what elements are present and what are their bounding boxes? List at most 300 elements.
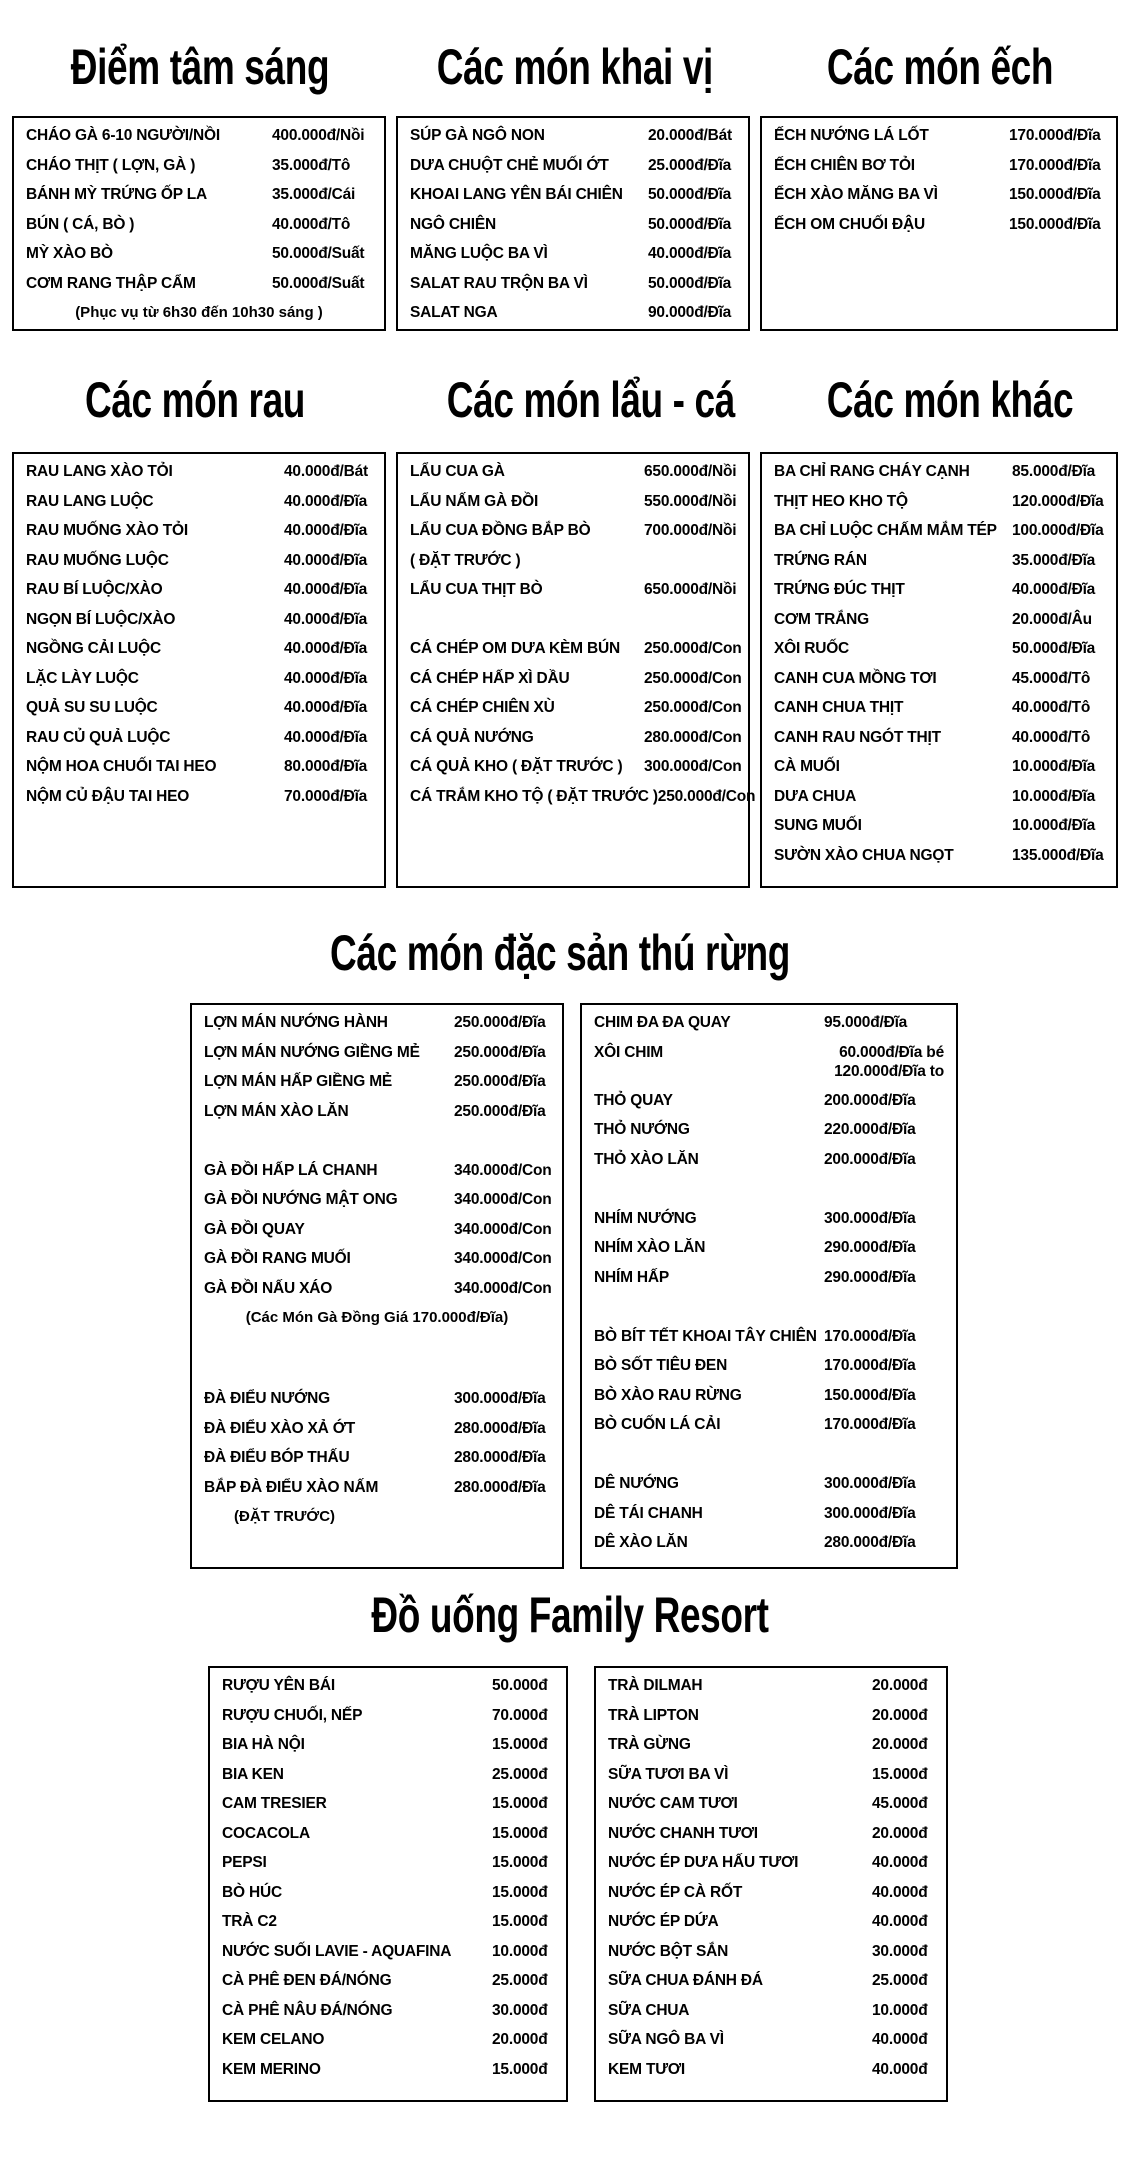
menu-item-name: LẶC LÀY LUỘC	[26, 669, 139, 687]
menu-item-name: THỎ NƯỚNG	[594, 1121, 690, 1138]
menu-item	[774, 610, 1104, 640]
menu-item-name: NGỒNG CẢI LUỘC	[26, 640, 161, 657]
menu-item-price: 50.000đ	[492, 1677, 548, 1694]
menu-item	[608, 2060, 934, 2090]
menu-item-name: SƯỜN XÀO CHUA NGỌT	[774, 846, 954, 864]
menu-item-price: 40.000đ/Đĩa	[284, 492, 368, 510]
menu-item-price: 20.000đ	[872, 1677, 928, 1694]
menu-item-price: 40.000đ/Đĩa	[1012, 581, 1096, 598]
menu-item	[204, 1072, 550, 1102]
heading-rau: Các món rau	[84, 372, 306, 428]
menu-item-price: 25.000đ	[872, 1972, 928, 1989]
menu-item-name: SỮA CHUA ĐÁNH ĐÁ	[608, 1972, 763, 1989]
box-lau-ca	[396, 452, 756, 888]
menu-item-name: RƯỢU YÊN BÁI	[222, 1677, 335, 1694]
menu-item-price: 220.000đ/Đĩa	[824, 1121, 916, 1138]
menu-item	[222, 1883, 554, 1913]
menu-item-price: 20.000đ	[872, 1824, 928, 1842]
menu-item-price: 15.000đ	[872, 1765, 928, 1783]
menu-item	[608, 1735, 934, 1765]
menu-item	[774, 156, 1104, 186]
menu-item-name: CƠM RANG THẬP CẨM	[26, 274, 196, 292]
menu-item	[410, 215, 736, 245]
menu-item	[222, 2001, 554, 2031]
menu-item-name: GÀ ĐỒI NƯỚNG MẬT ONG	[204, 1191, 398, 1208]
menu-item-price: 10.000đ/Đĩa	[1012, 787, 1096, 805]
menu-item	[204, 1043, 550, 1073]
menu-item	[608, 1883, 934, 1913]
menu-item	[774, 728, 1104, 758]
menu-item-price: 40.000đ	[872, 1883, 928, 1901]
menu-item-name: SỮA CHUA	[608, 2001, 690, 2019]
menu-item-name: RAU BÍ LUỘC/XÀO	[26, 581, 163, 598]
menu-item-price: 250.000đ/Đĩa	[454, 1073, 546, 1090]
menu-item-name: RAU MUỐNG XÀO TỎI	[26, 522, 188, 539]
menu-item	[774, 126, 1104, 156]
menu-item	[26, 462, 372, 492]
menu-item-name: SALAT NGA	[410, 304, 498, 321]
menu-item-name: GÀ ĐỒI RANG MUỐI	[204, 1250, 351, 1267]
menu-item	[774, 846, 1104, 876]
menu-item-name: DÊ NƯỚNG	[594, 1475, 679, 1492]
menu-item-name: TRÀ LIPTON	[608, 1706, 699, 1724]
menu-item-name: RƯỢU CHUỐI, NẾP	[222, 1706, 363, 1724]
menu-item-name: ẾCH OM CHUỐI ĐẬU	[774, 215, 925, 233]
menu-item	[204, 1279, 550, 1309]
menu-item-price: 25.000đ	[492, 1972, 548, 1989]
menu-item-name: CƠM TRẮNG	[774, 610, 869, 628]
menu-item-name: XÔI RUỐC	[774, 640, 850, 657]
menu-item-price: 40.000đ/Đĩa	[284, 640, 368, 657]
menu-item-price: 40.000đ/Tô	[1012, 728, 1091, 746]
menu-item	[410, 610, 736, 640]
menu-item-name: NƯỚC ÉP CÀ RỐT	[608, 1883, 743, 1901]
menu-item-price: 250.000đ/Con	[644, 640, 742, 657]
menu-item	[774, 551, 1104, 581]
menu-item	[222, 1912, 554, 1942]
menu-item	[774, 521, 1104, 551]
menu-item-price: 50.000đ/Đĩa	[648, 186, 732, 203]
menu-item	[204, 1190, 550, 1220]
menu-item-name: BA CHỈ LUỘC CHẤM MẮM TÉP	[774, 522, 997, 539]
menu-item	[410, 492, 736, 522]
menu-item-name: THỊT HEO KHO TỘ	[774, 492, 908, 510]
menu-item-price: 250.000đ/Con	[644, 699, 742, 716]
menu-item-price: 300.000đ/Đĩa	[824, 1475, 916, 1492]
breakfast-hours-note: (Phục vụ từ 6h30 đến 10h30 sáng )	[75, 304, 323, 321]
menu-item-price: 340.000đ/Con	[454, 1161, 552, 1179]
menu-item-price: 20.000đ	[872, 1736, 928, 1753]
menu-item	[26, 156, 372, 186]
menu-item	[594, 1013, 944, 1043]
menu-item-price: 70.000đ	[492, 1706, 548, 1724]
menu-item	[774, 492, 1104, 522]
menu-item-name: CAM TRESIER	[222, 1795, 327, 1812]
menu-item	[594, 1474, 944, 1504]
menu-item-price: 700.000đ/Nồi	[644, 522, 737, 539]
menu-item	[410, 274, 736, 304]
menu-item	[222, 2030, 554, 2060]
menu-item	[222, 2060, 554, 2090]
menu-item	[26, 521, 372, 551]
heading-do-uong: Đồ uống Family Resort	[371, 1587, 769, 1643]
menu-item	[26, 551, 372, 581]
menu-item-price: 250.000đ/Đĩa	[454, 1043, 546, 1061]
menu-item-price: 40.000đ/Tô	[272, 215, 351, 233]
menu-item-price: 150.000đ/Đĩa	[1009, 215, 1101, 233]
menu-item-name: TRÀ GỪNG	[608, 1736, 691, 1753]
menu-item-name: DƯA CHUỘT CHẺ MUỐI ỚT	[410, 156, 609, 174]
menu-item-price: 45.000đ	[872, 1795, 928, 1812]
menu-item	[26, 698, 372, 728]
menu-item-price: 50.000đ/Suất	[272, 274, 365, 292]
menu-item-price: 25.000đ/Đĩa	[648, 156, 732, 174]
menu-item	[204, 1161, 550, 1191]
menu-item-price: 20.000đ	[492, 2031, 548, 2048]
menu-item	[204, 1249, 550, 1279]
menu-item	[594, 1120, 944, 1150]
menu-item-price: 170.000đ/Đĩa	[824, 1416, 916, 1433]
menu-item-name: BIA HÀ NỘI	[222, 1736, 305, 1753]
menu-item-name: BÚN ( CÁ, BÒ )	[26, 215, 135, 233]
menu-item-price-option: 120.000đ/Đĩa to	[834, 1062, 944, 1080]
menu-item-name: MỲ XÀO BÒ	[26, 245, 113, 262]
menu-item	[26, 215, 372, 245]
menu-item-name: LẨU CUA ĐỒNG BẮP BÒ	[410, 522, 591, 539]
menu-item	[26, 728, 372, 758]
menu-item	[594, 1445, 944, 1475]
menu-item-price: 550.000đ/Nồi	[644, 492, 737, 510]
menu-item-name: NGỌN BÍ LUỘC/XÀO	[26, 610, 176, 628]
menu-item-price: 150.000đ/Đĩa	[824, 1386, 916, 1404]
menu-item	[594, 1043, 944, 1091]
menu-item-name: LỢN MÁN XÀO LĂN	[204, 1102, 349, 1120]
menu-item-price: 135.000đ/Đĩa	[1012, 846, 1104, 864]
menu-item-price: 280.000đ/Con	[644, 728, 742, 746]
menu-item	[204, 1419, 550, 1449]
menu-item-name: CANH RAU NGÓT THỊT	[774, 728, 941, 746]
menu-item-name: NƯỚC BỘT SẮN	[608, 1942, 729, 1960]
menu-item-price: 650.000đ/Nồi	[644, 463, 737, 480]
menu-item-name: LẨU CUA THỊT BÒ	[410, 581, 543, 598]
menu-item	[26, 580, 372, 610]
menu-item	[204, 1013, 550, 1043]
menu-item	[774, 462, 1104, 492]
menu-item-name: ẾCH NƯỚNG LÁ LỐT	[774, 127, 929, 144]
menu-item-name: ĐÀ ĐIỂU NƯỚNG	[204, 1390, 330, 1407]
menu-item	[410, 521, 736, 551]
menu-item	[222, 1676, 554, 1706]
menu-item	[608, 1912, 934, 1942]
menu-item	[594, 1268, 944, 1298]
menu-item	[410, 757, 742, 787]
menu-item-name: BÒ HÚC	[222, 1883, 282, 1901]
menu-item-price: 40.000đ/Tô	[1012, 699, 1091, 716]
menu-item-name: CÁ QUẢ NƯỚNG	[410, 728, 534, 746]
menu-item-price: 340.000đ/Con	[454, 1191, 552, 1208]
menu-item-name: SỮA TƯƠI BA VÌ	[608, 1765, 729, 1783]
menu-item	[26, 610, 372, 640]
menu-item-price: 40.000đ	[872, 2060, 928, 2078]
menu-item-name: TRÀ C2	[222, 1913, 277, 1930]
menu-item-price: 40.000đ/Đĩa	[284, 669, 368, 687]
spacer	[204, 1328, 550, 1389]
menu-item-price: 300.000đ/Con	[644, 758, 742, 775]
menu-item	[410, 551, 736, 581]
box-do-uong-left	[208, 1666, 568, 2102]
menu-item-name: RAU LANG XÀO TỎI	[26, 463, 173, 480]
menu-item	[26, 244, 372, 274]
menu-item-name: MĂNG LUỘC BA VÌ	[410, 245, 548, 262]
heading-diem-tam: Điểm tâm sáng	[70, 39, 330, 95]
menu-item-name: BIA KEN	[222, 1765, 284, 1783]
menu-item-name: NƯỚC SUỐI LAVIE - AQUAFINA	[222, 1942, 452, 1960]
menu-item-name: SỮA NGÔ BA VÌ	[608, 2031, 724, 2048]
menu-item-price: 340.000đ/Con	[454, 1279, 552, 1297]
menu-item-name: DÊ TÁI CHANH	[594, 1504, 703, 1522]
menu-item-price: 40.000đ	[872, 1913, 928, 1930]
heading-ech: Các món ếch	[826, 39, 1054, 95]
menu-item-name: CANH CUA MỒNG TƠI	[774, 669, 937, 687]
menu-item-name: SÚP GÀ NGÔ NON	[410, 127, 545, 144]
menu-item-name: ( ĐẶT TRƯỚC )	[410, 551, 521, 569]
menu-item	[204, 1448, 550, 1478]
menu-item-price: 20.000đ/Âu	[1012, 610, 1092, 628]
menu-item-price: 15.000đ	[492, 1795, 548, 1812]
menu-item-price: 280.000đ/Đĩa	[824, 1534, 916, 1551]
menu-item-price: 20.000đ	[872, 1706, 928, 1724]
menu-item-name: PEPSI	[222, 1854, 267, 1871]
menu-item-price-option: 60.000đ/Đĩa bé	[839, 1043, 944, 1061]
menu-item-price: 40.000đ/Đĩa	[284, 581, 368, 598]
menu-item	[26, 787, 372, 817]
menu-item-name: CÀ MUỐI	[774, 758, 840, 775]
menu-item	[204, 1220, 550, 1250]
menu-item-price: 100.000đ/Đĩa	[1012, 522, 1104, 539]
menu-item-price: 50.000đ/Suất	[272, 245, 365, 262]
menu-item-price: 340.000đ/Con	[454, 1220, 552, 1238]
menu-item-name: GÀ ĐỒI NẤU XÁO	[204, 1279, 333, 1297]
menu-item	[594, 1150, 944, 1180]
menu-item-price: 95.000đ/Đĩa	[824, 1014, 908, 1031]
menu-item-price: 40.000đ/Bát	[284, 463, 368, 480]
menu-item	[594, 1209, 944, 1239]
menu-item	[26, 669, 372, 699]
menu-item-price: 200.000đ/Đĩa	[824, 1091, 916, 1109]
menu-item-price: 40.000đ	[872, 2031, 928, 2048]
menu-item	[594, 1327, 944, 1357]
menu-item	[26, 757, 372, 787]
chicken-price-note: (Các Món Gà Đồng Giá 170.000đ/Đĩa)	[245, 1309, 509, 1326]
menu-item-price: 280.000đ/Đĩa	[454, 1478, 546, 1496]
menu-item-name: BÒ CUỐN LÁ CẢI	[594, 1416, 721, 1433]
menu-item-name: NHÍM NƯỚNG	[594, 1209, 697, 1227]
menu-item-price: 340.000đ/Con	[454, 1250, 552, 1267]
menu-item-price: 200.000đ/Đĩa	[824, 1150, 916, 1168]
menu-item-name: ĐÀ ĐIỂU BÓP THẤU	[204, 1449, 350, 1466]
menu-item-name: CHÁO GÀ 6-10 NGƯỜI/NỒI	[26, 127, 220, 144]
menu-item	[774, 816, 1104, 846]
menu-item-price: 30.000đ	[492, 2001, 548, 2019]
menu-item-price: 80.000đ/Đĩa	[284, 758, 368, 775]
menu-item-name: GÀ ĐỒI HẤP LÁ CHANH	[204, 1161, 378, 1179]
box-khac	[760, 452, 1118, 888]
menu-item-name: KEM MERINO	[222, 2060, 321, 2078]
menu-item	[594, 1356, 944, 1386]
menu-item	[222, 1853, 554, 1883]
menu-item-price: 650.000đ/Nồi	[644, 581, 737, 598]
menu-item-name: RAU CỦ QUẢ LUỘC	[26, 728, 171, 746]
menu-item-price: 25.000đ	[492, 1765, 548, 1783]
menu-item-price: 40.000đ/Đĩa	[648, 245, 732, 262]
menu-item-price: 15.000đ	[492, 1854, 548, 1871]
menu-item-name: KEM TƯƠI	[608, 2060, 686, 2078]
menu-item-price: 170.000đ/Đĩa	[1009, 156, 1101, 174]
menu-item	[608, 1765, 934, 1795]
menu-item-name: SUNG MUỐI	[774, 817, 862, 834]
menu-item-name: TRÀ DILMAH	[608, 1677, 703, 1694]
menu-item-price: 300.000đ/Đĩa	[824, 1209, 916, 1227]
menu-item	[594, 1238, 944, 1268]
menu-item-name: CÁ CHÉP CHIÊN XÙ	[410, 699, 555, 716]
menu-item-price	[824, 1043, 944, 1081]
menu-item	[222, 1971, 554, 2001]
menu-item-name: CÁ TRẮM KHO TỘ ( ĐẶT TRƯỚC )	[410, 787, 658, 805]
menu-item-name: CÀ PHÊ NÂU ĐÁ/NÓNG	[222, 2001, 393, 2019]
heading-khai-vi: Các món khai vị	[436, 39, 713, 95]
menu-item-name: DƯA CHUA	[774, 787, 857, 805]
menu-item	[774, 757, 1104, 787]
heading-khac: Các món khác	[826, 372, 1074, 428]
menu-item-price: 280.000đ/Đĩa	[454, 1419, 546, 1437]
menu-item	[594, 1297, 944, 1327]
menu-item-price: 250.000đ/Đĩa	[454, 1102, 546, 1120]
menu-item	[594, 1386, 944, 1416]
menu-item	[594, 1179, 944, 1209]
menu-item	[774, 669, 1104, 699]
box-thu-rung-left	[190, 1003, 564, 1569]
menu-item-name: LẨU CUA GÀ	[410, 463, 505, 480]
menu-item-price: 170.000đ/Đĩa	[824, 1327, 916, 1345]
box-thu-rung-right	[580, 1003, 958, 1569]
menu-item-price: 170.000đ/Đĩa	[824, 1357, 916, 1374]
menu-item-name: BÒ XÀO RAU RỪNG	[594, 1386, 742, 1404]
menu-item-name: RAU LANG LUỘC	[26, 492, 154, 510]
menu-item-name: DÊ XÀO LĂN	[594, 1534, 688, 1551]
menu-item	[410, 728, 742, 758]
menu-item-price: 35.000đ/Cái	[272, 186, 356, 203]
menu-item-name: ẾCH CHIÊN BƠ TỎI	[774, 156, 915, 174]
menu-item-price: 40.000đ/Đĩa	[284, 610, 368, 628]
menu-item-name: CÁ CHÉP OM DƯA KÈM BÚN	[410, 640, 620, 657]
menu-item	[222, 1735, 554, 1765]
menu-item	[774, 185, 1104, 215]
menu-item	[774, 639, 1104, 669]
menu-item	[608, 1706, 934, 1736]
menu-item	[594, 1415, 944, 1445]
menu-item	[222, 1794, 554, 1824]
menu-item-name: NỘM CỦ ĐẬU TAI HEO	[26, 787, 190, 805]
menu-item	[26, 639, 372, 669]
menu-item-price: 40.000đ	[872, 1854, 928, 1871]
menu-item	[410, 244, 736, 274]
menu-item	[410, 580, 736, 610]
menu-item	[26, 492, 372, 522]
menu-item-price: 15.000đ	[492, 2060, 548, 2078]
menu-item-name: CANH CHUA THỊT	[774, 699, 904, 716]
menu-item	[26, 126, 372, 156]
menu-item-name: CÁ QUẢ KHO ( ĐẶT TRƯỚC )	[410, 758, 623, 775]
box-diem-tam	[12, 116, 386, 331]
menu-item	[594, 1091, 944, 1121]
menu-item-price: 40.000đ/Đĩa	[284, 551, 368, 569]
menu-item	[222, 1824, 554, 1854]
menu-item	[608, 2030, 934, 2060]
menu-item-name: RAU MUỐNG LUỘC	[26, 551, 169, 569]
menu-item-price: 90.000đ/Đĩa	[648, 304, 732, 321]
menu-item-name: CHÁO THỊT ( LỢN, GÀ )	[26, 156, 196, 174]
menu-item-name: THỎ QUAY	[594, 1091, 673, 1109]
menu-item	[608, 1971, 934, 2001]
menu-item-name: THỎ XÀO LĂN	[594, 1150, 699, 1168]
menu-item-name: BẮP ĐÀ ĐIỂU XÀO NẤM	[204, 1478, 379, 1496]
menu-item-name: BÒ SỐT TIÊU ĐEN	[594, 1357, 728, 1374]
menu-item-name: NỘM HOA CHUỐI TAI HEO	[26, 758, 217, 775]
menu-item	[608, 1794, 934, 1824]
menu-item-price: 70.000đ/Đĩa	[284, 787, 368, 805]
box-khai-vi	[396, 116, 750, 331]
menu-item-name: LỢN MÁN NƯỚNG HÀNH	[204, 1014, 388, 1031]
menu-item-name: QUẢ SU SU LUỘC	[26, 699, 158, 716]
menu-item	[410, 156, 736, 186]
menu-item-name: BÁNH MỲ TRỨNG ỐP LA	[26, 186, 207, 203]
menu-item-name: BÒ BÍT TẾT KHOAI TÂY CHIÊN	[594, 1327, 817, 1345]
menu-item-name: GÀ ĐỒI QUAY	[204, 1220, 305, 1238]
menu-item-price: 15.000đ	[492, 1883, 548, 1901]
menu-item-price: 15.000đ	[492, 1824, 548, 1842]
menu-item	[774, 580, 1104, 610]
menu-item	[204, 1102, 550, 1132]
menu-item-price: 250.000đ/Con	[644, 669, 742, 687]
menu-item-price: 290.000đ/Đĩa	[824, 1239, 916, 1256]
menu-item-name: TRỨNG ĐÚC THỊT	[774, 581, 905, 598]
menu-item	[410, 698, 742, 728]
menu-item-name: NƯỚC ÉP DỨA	[608, 1913, 719, 1930]
menu-item-price: 400.000đ/Nồi	[272, 127, 365, 144]
menu-item-price: 50.000đ/Đĩa	[648, 215, 732, 233]
menu-item-price: 150.000đ/Đĩa	[1009, 186, 1101, 203]
menu-item-name: SALAT RAU TRỘN BA VÌ	[410, 274, 588, 292]
menu-item	[204, 1478, 550, 1508]
menu-item-price: 300.000đ/Đĩa	[824, 1504, 916, 1522]
menu-item-price: 85.000đ/Đĩa	[1012, 463, 1096, 480]
menu-item-price: 250.000đ/Con	[657, 787, 756, 805]
menu-item	[222, 1706, 554, 1736]
menu-item-name: NHÍM HẤP	[594, 1268, 670, 1286]
menu-item-name: NƯỚC CAM TƯƠI	[608, 1795, 738, 1812]
menu-item-price: 30.000đ	[872, 1942, 928, 1960]
menu-item-name: KHOAI LANG YÊN BÁI CHIÊN	[410, 186, 623, 203]
menu-item-name: BA CHỈ RANG CHÁY CẠNH	[774, 463, 970, 480]
heading-lau-ca: Các món lẩu - cá	[446, 372, 735, 428]
menu-item-price: 35.000đ/Đĩa	[1012, 551, 1096, 569]
menu-item-price: 50.000đ/Đĩa	[1012, 640, 1096, 657]
menu-item	[608, 2001, 934, 2031]
menu-item-price: 120.000đ/Đĩa	[1012, 492, 1104, 510]
menu-item	[410, 462, 736, 492]
menu-item-name: CÁ CHÉP HẤP XÌ DẦU	[410, 669, 570, 687]
menu-item	[594, 1504, 944, 1534]
